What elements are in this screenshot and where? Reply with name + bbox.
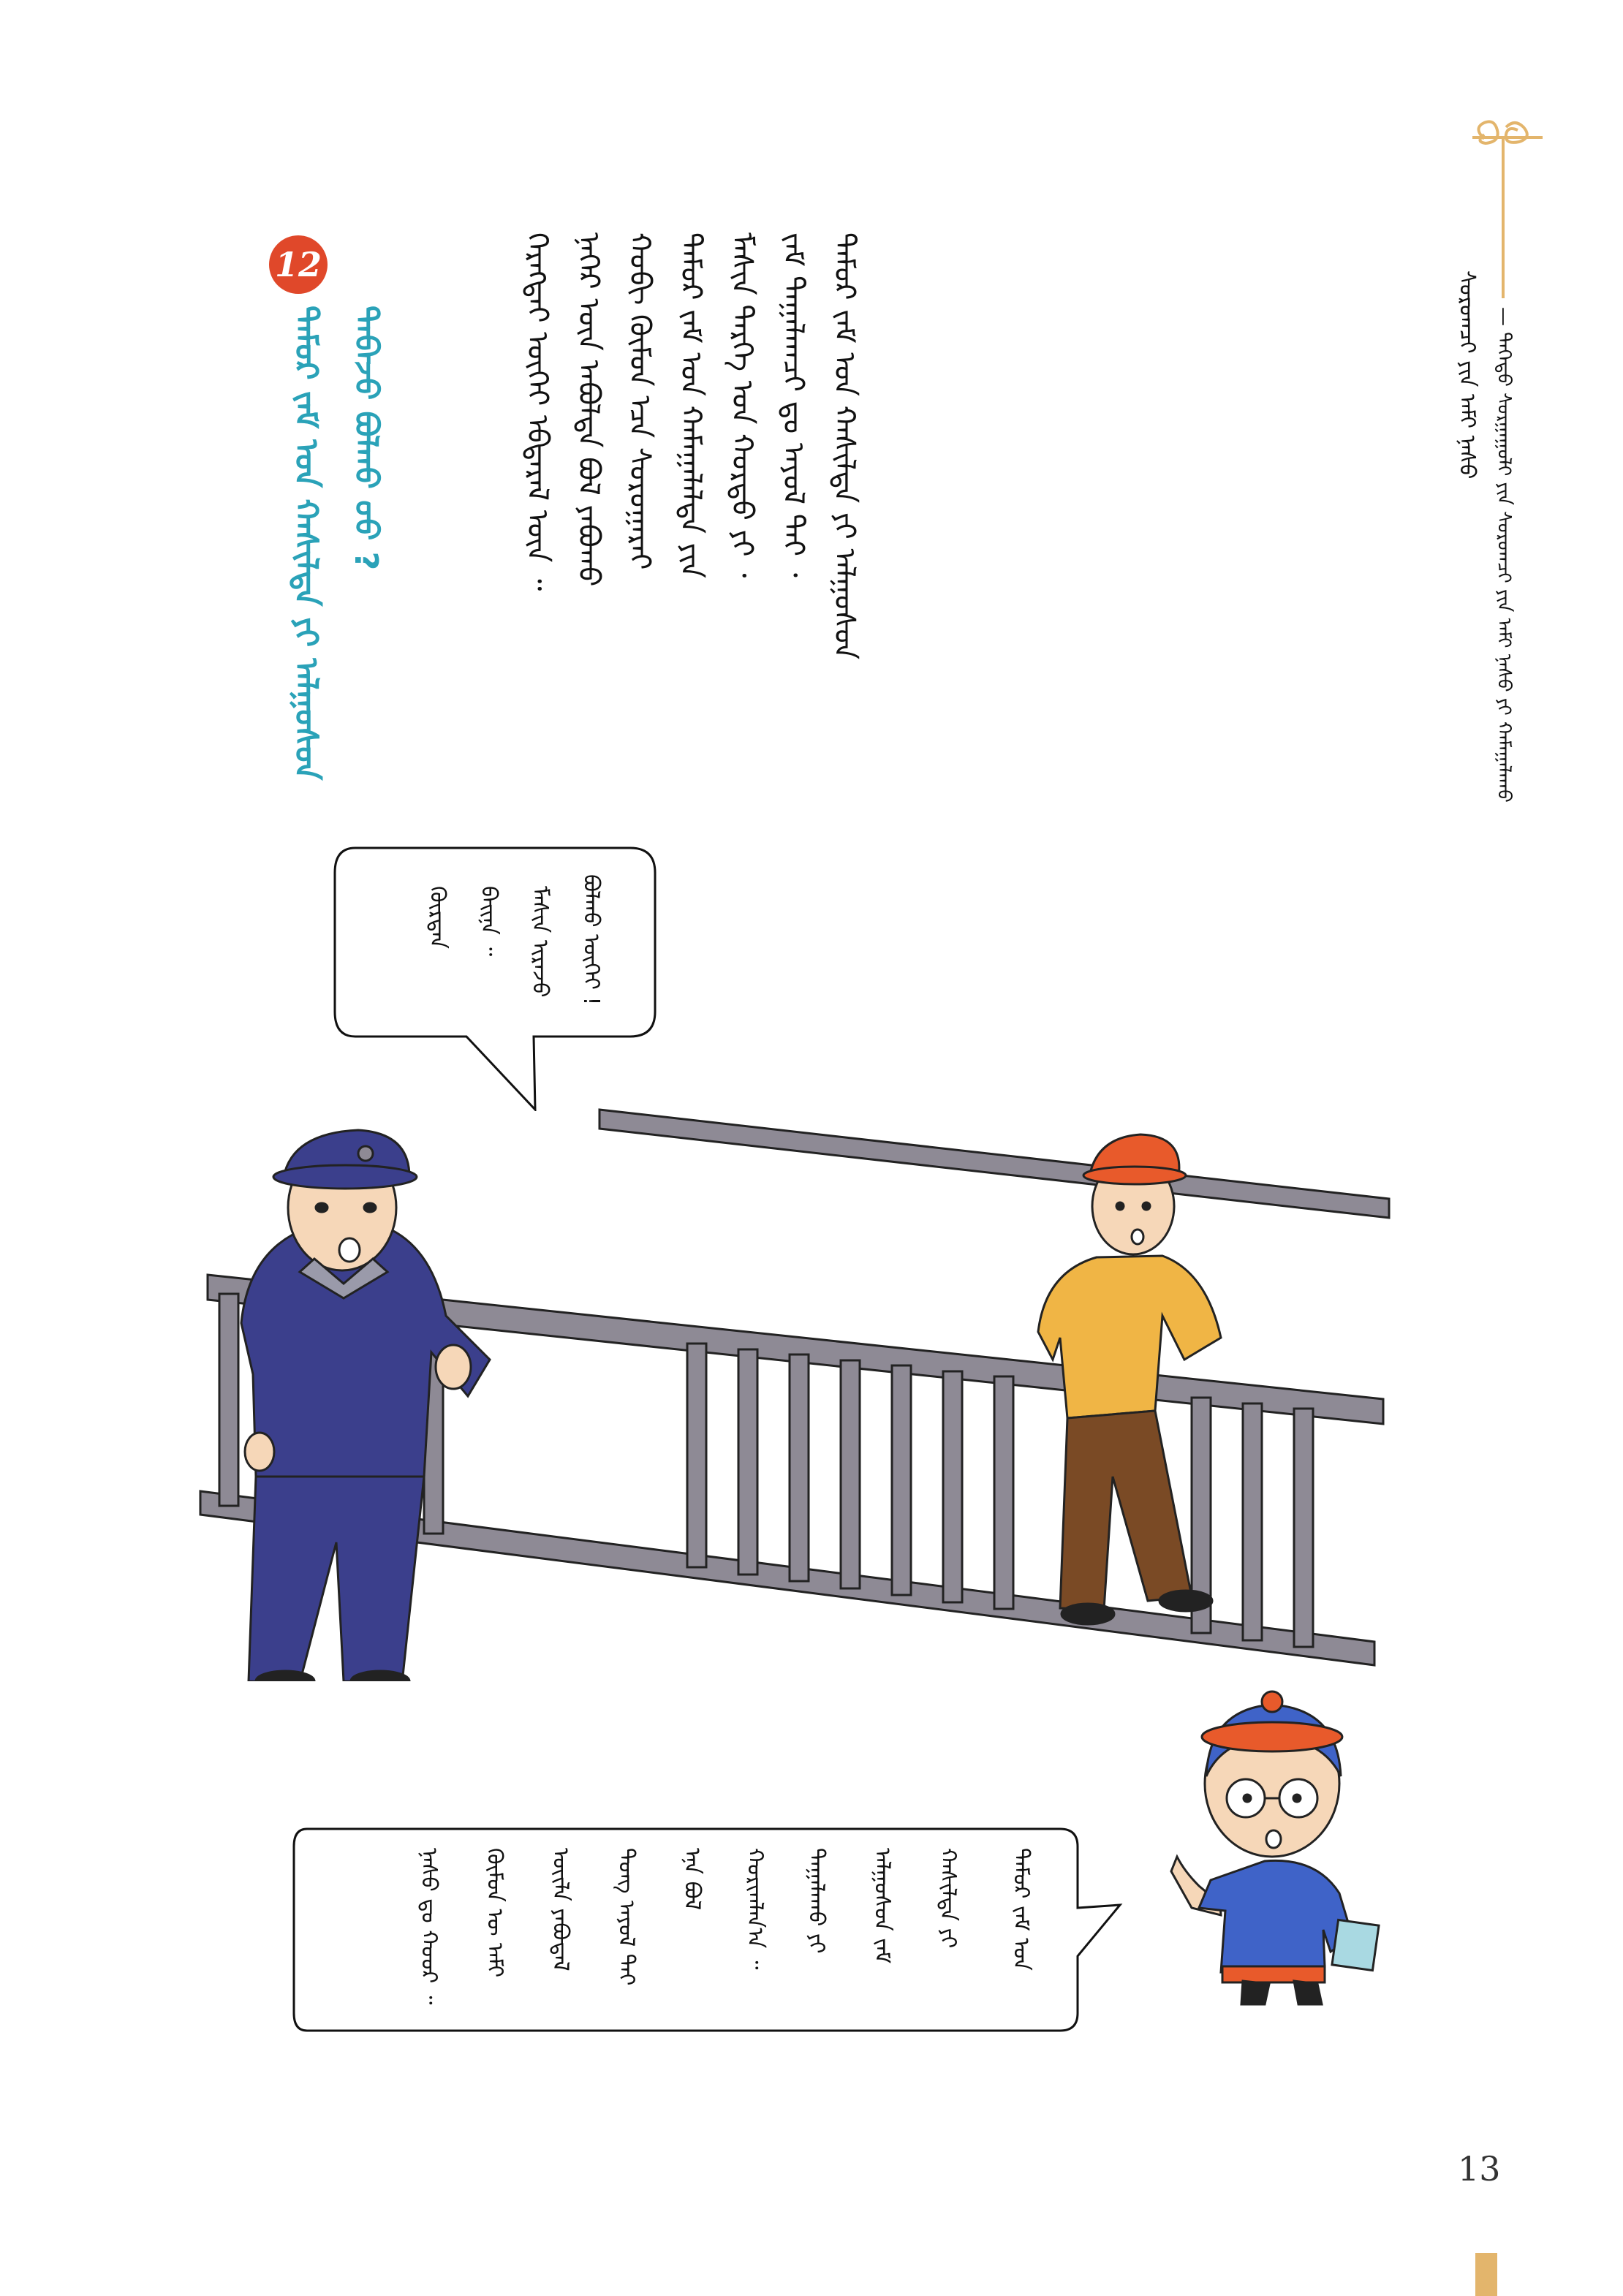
page-edge-tab: [1475, 2253, 1497, 2296]
lesson-question-line: ᠲᠡᠮᠦᠷ ᠵᠠᠮ ᠤᠨ ᠬᠠᠰᠢᠯᠲᠠ ᠶᠢ ᠠᠯᠭᠤᠰᠤᠨ: [287, 306, 325, 781]
bubble-line: ᠬᠦᠮᠦᠨ ᠦ ᠠᠮᠢ: [482, 1848, 507, 1978]
header-title: [1448, 270, 1486, 479]
bubble-line: ᠡᠨᠡ ᠪᠣᠯ: [679, 1848, 705, 1911]
bubble-line: ᠬᠠᠰᠢᠯᠲᠠ ᠶᠢ: [935, 1848, 961, 1949]
body-line: ᠲᠡᠮᠦᠷ ᠵᠠᠮ ᠤᠨ ᠬᠠᠮᠠᠭᠠᠯᠠᠯᠲᠠ ᠶᠢᠨ: [674, 232, 708, 579]
bubble-line: ᠠᠯᠭᠤᠰᠤᠨ ᠵᠠᠮ: [869, 1848, 895, 1964]
body-line: ᠲᠡᠮᠦᠷ ᠵᠠᠮ ᠤᠨ ᠬᠠᠰᠢᠯᠲᠠ ᠶᠢ ᠠᠯᠭᠤᠰᠤᠨ: [828, 232, 861, 660]
boy-character: [1155, 1689, 1404, 2025]
railway-illustration: [190, 1096, 1404, 1681]
bubble-line: ᠪᠣᠯᠬᠤ ᠦᠭᠡᠢ !: [578, 874, 604, 1006]
conductor-character: [241, 1130, 490, 1681]
bubble-bottom-text: [344, 1848, 1034, 2016]
header-line: ᠰᠤᠷᠤᠭᠴᠢ ᠶᠢᠨ ᠠᠮᠢ ᠨᠠᠰᠤ: [1454, 270, 1480, 480]
body-line: ᠬᠤᠪᠢ ᠬᠦᠮᠦᠨ ᠡᠴᠡ ᠰᠤᠷᠤᠭᠠᠷᠠᠢ: [623, 232, 657, 570]
header-line: — ᠳᠡᠭᠡᠳᠦ ᠰᠤᠷᠭᠠᠭᠤᠯᠢ ᠶᠢᠨ ᠰᠤᠷᠤᠭᠴᠢ ᠶᠢᠨ ᠠᠮᠢ ᠨᠠᠰᠤ ᠶᠢ ᠬᠠᠮᠠᠭᠠᠯᠠᠬᠤ: [1493, 307, 1515, 803]
bubble-line: ᠮᠠᠰᠢᠨ ᠢᠷᠡᠵᠦ: [527, 886, 553, 998]
bubble-line: ᠲᠤᠩ ᠠᠶᠤᠯ ᠲᠠᠢ: [613, 1848, 639, 1986]
bubble-top-text: [380, 874, 614, 1020]
body-line: ᠵᠠᠮ ᠳᠠᠭᠠᠯᠠᠭᠴᠢ ᠳᠤ ᠠᠶᠤᠯ ᠲᠠᠢ ᠂: [776, 232, 810, 577]
header-subtitle: [1487, 307, 1521, 803]
body-line: ᠬᠡᠷᠡᠭᠲᠡᠢ ᠦᠭᠡᠢ ᠡᠪᠳᠡᠷᠡᠯ ᠦᠨ ᠃: [521, 232, 554, 591]
back-rail: [599, 1110, 1389, 1218]
bubble-line: ᠨᠠᠰᠤ ᠳᠤ ᠬᠣᠤᠷ ᠃: [416, 1848, 442, 2005]
lesson-question-line: ᠳᠠᠪᠠᠵᠤ ᠪᠣᠯᠬᠤ ᠤᠤ ?: [347, 306, 385, 571]
page-number: 13: [1458, 2149, 1501, 2189]
body-line: ᠨᠡᠬᠡᠷ ᠦᠨ ᠠᠪᠤᠯᠳᠠ ᠪᠣᠯ ᠶᠠᠪᠤᠬᠤ: [572, 232, 605, 587]
bubble-line: ᠳᠠᠭᠠᠯᠠᠬᠤ ᠶᠢ: [803, 1848, 829, 1954]
bubble-line: ᠬᠣᠷᠢᠭᠯᠠᠨ᠎ᠠ ᠃: [742, 1848, 768, 1970]
lesson-number-badge: [269, 235, 328, 294]
body-line: ᠮᠠᠰᠢᠨ ᠲᠡᠷᠭᠡ ᠤᠨ ᠬᠤᠷᠳᠤ ᠶᠢ ᠂: [725, 232, 759, 578]
bubble-line: ᠲᠡᠮᠦᠷ ᠵᠠᠮ ᠤᠨ: [1008, 1848, 1034, 1971]
bubble-line: ᠬᠦᠷᠳᠡᠨ: [425, 886, 450, 949]
lesson-number: 12: [274, 245, 322, 284]
bubble-line: ᠪᠠᠢᠨᠠ ᠃: [476, 886, 502, 957]
bubble-line: ᠦᠢᠯᠡ ᠶᠠᠪᠤᠳᠠᠯ: [548, 1848, 573, 1971]
